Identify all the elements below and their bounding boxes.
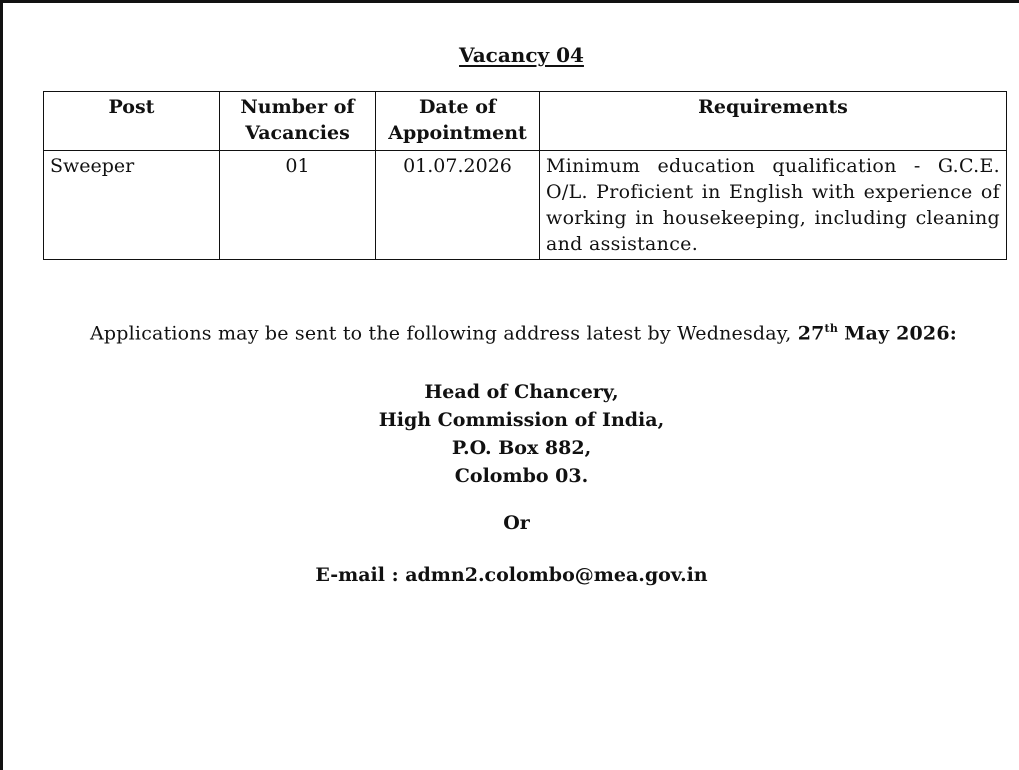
cell-post: Sweeper bbox=[44, 151, 220, 260]
deadline-day: 27 bbox=[797, 322, 825, 345]
header-date-line2: Appointment bbox=[388, 122, 527, 144]
deadline-rest: May 2026: bbox=[844, 322, 957, 345]
address-block bbox=[0, 378, 1019, 490]
deadline-suffix: th bbox=[824, 322, 839, 335]
header-post-label: Post bbox=[108, 96, 155, 118]
header-post bbox=[44, 92, 220, 151]
application-intro: Applications may be sent to the following address latest by Wednesday, bbox=[90, 322, 798, 345]
email-line: E-mail : admn2.colombo@mea.gov.in bbox=[315, 564, 708, 586]
or-text: Or bbox=[503, 512, 530, 534]
cell-date: 01.07.2026 bbox=[376, 151, 540, 260]
vacancy-title: Vacancy 04 bbox=[459, 43, 584, 67]
address-line-4: Colombo 03. bbox=[454, 465, 589, 487]
application-paragraph bbox=[17, 314, 1007, 348]
address-line-2: High Commission of India, bbox=[378, 409, 665, 431]
header-number-line1: Number of bbox=[240, 96, 355, 118]
address-line-3: P.O. Box 882, bbox=[451, 437, 592, 459]
header-requirements bbox=[540, 92, 1007, 151]
header-date-of-appointment bbox=[376, 92, 540, 151]
header-number-of-vacancies bbox=[220, 92, 376, 151]
table-header-row bbox=[44, 92, 1007, 151]
header-number-line2: Vacancies bbox=[245, 122, 350, 144]
header-date-line1: Date of bbox=[418, 96, 497, 118]
vacancy-table bbox=[43, 91, 1007, 260]
cell-requirements: Minimum education qualification - G.C.E. O/L. Proficient in English with experience of working in housekeeping, including cleaning and assistance. bbox=[540, 151, 1007, 260]
table-row bbox=[44, 151, 1007, 260]
cell-vacancies: 01 bbox=[220, 151, 376, 260]
address-line-1: Head of Chancery, bbox=[424, 381, 619, 403]
header-requirements-label: Requirements bbox=[698, 96, 848, 118]
